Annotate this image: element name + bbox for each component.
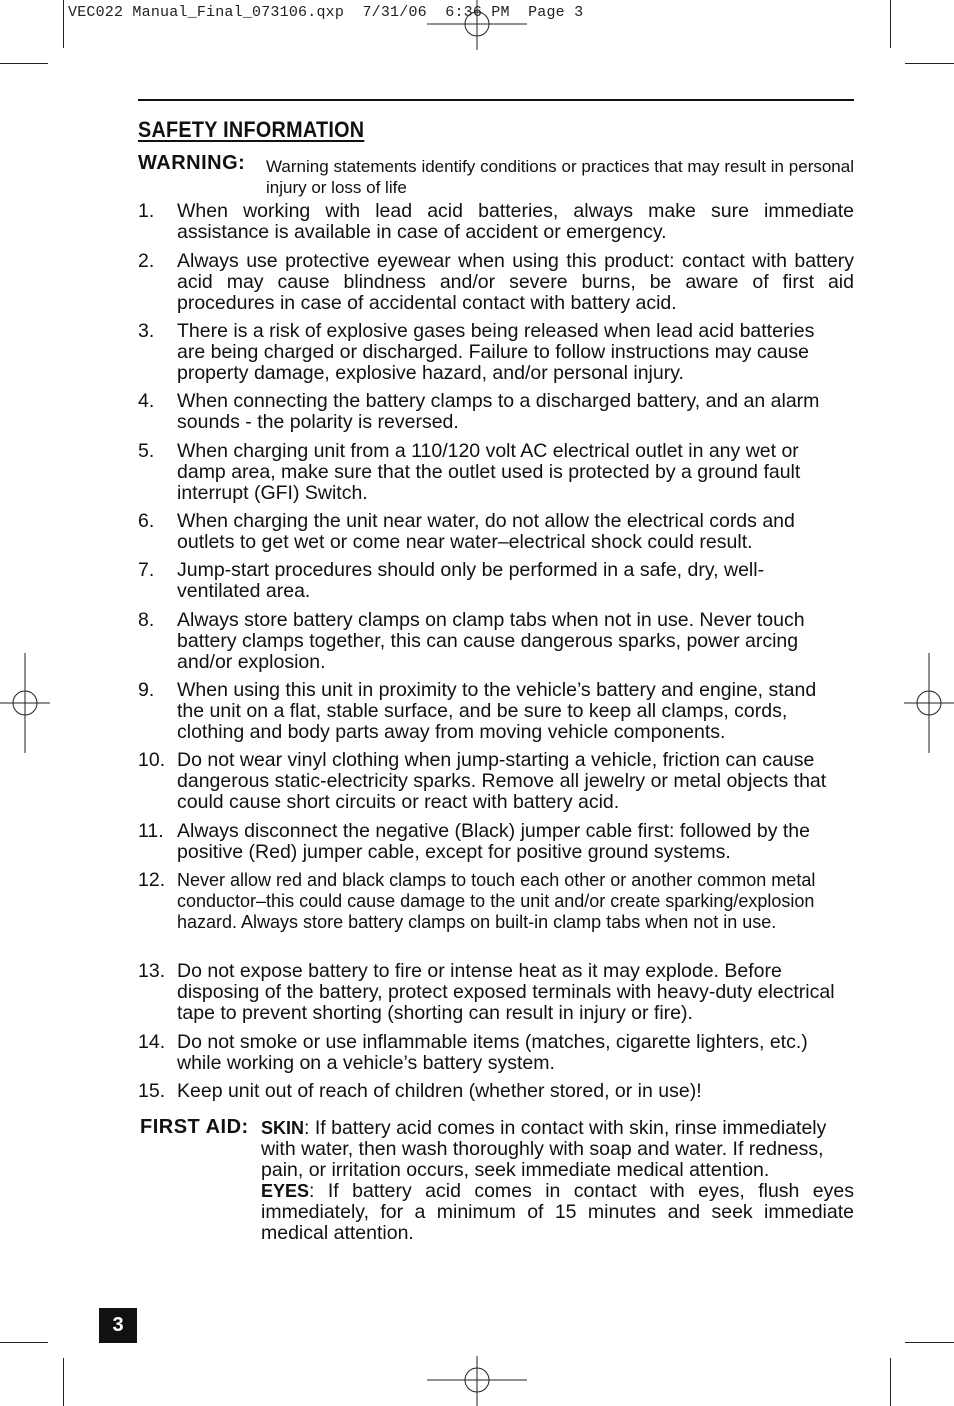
crop-mark-top-left-h	[0, 63, 48, 64]
crop-mark-top-right-h	[905, 63, 954, 64]
page-number: 3	[99, 1308, 137, 1343]
first-aid-label: FIRST AID:	[140, 1116, 249, 1138]
item-text: When connecting the battery clamps to a discharged battery, and an alarm sounds - the polarity is reversed.	[177, 390, 820, 433]
item-number: 5.	[138, 440, 155, 462]
item-text: There is a risk of explosive gases being released when lead acid batteries are being charged or discharged. Failure to follow instructions may cause property damage, explosive hazard, and/or personal injury.	[177, 320, 815, 384]
item-number: 7.	[138, 559, 155, 581]
item-text: When working with lead acid batteries, always make sure immediate assistance is available in case of accident or emergency.	[177, 200, 854, 243]
list-item	[138, 1081, 854, 1102]
item-text: Do not smoke or use inflammable items (matches, cigarette lighters, etc.) while working on a vehicle’s battery system.	[177, 1031, 808, 1074]
item-text: Do not expose battery to fire or intense heat as it may explode. Before disposing of the battery, protect exposed terminals with heavy-duty electrical tape to prevent shorting (shorting can result in injury or fire).	[177, 960, 835, 1024]
list-item	[138, 821, 854, 863]
section-title: SAFETY INFORMATION	[138, 117, 365, 142]
first-aid-skin	[261, 1118, 841, 1181]
warning-label: WARNING:	[138, 152, 246, 174]
crop-mark-bottom-left-v	[63, 1358, 64, 1406]
header-rule	[138, 99, 854, 101]
list-item	[138, 680, 854, 743]
list-item	[138, 441, 854, 504]
item-number: 13.	[138, 960, 166, 982]
item-number: 6.	[138, 510, 155, 532]
item-number: 4.	[138, 390, 155, 412]
list-item	[138, 610, 854, 673]
item-number: 10.	[138, 749, 166, 771]
list-item	[138, 511, 854, 553]
list-item	[138, 201, 854, 243]
item-number: 1.	[138, 200, 155, 222]
crop-mark-top-left-v	[63, 0, 64, 48]
item-text: Do not wear vinyl clothing when jump-starting a vehicle, friction can cause dangerous static-electricity sparks. Remove all jewelry or metal objects that could cause short circuits or react with battery acid.	[177, 749, 827, 813]
list-item	[138, 750, 854, 813]
registration-mark-right	[904, 653, 954, 753]
item-number: 15.	[138, 1080, 166, 1102]
item-text: When charging the unit near water, do not allow the electrical cords and outlets to get wet or come near water–electrical shock could result.	[177, 510, 795, 553]
first-aid-eyes	[261, 1181, 854, 1244]
item-number: 12.	[138, 869, 166, 891]
crop-mark-bottom-right-h	[905, 1342, 954, 1343]
crop-mark-top-right-v	[890, 0, 891, 48]
item-number: 3.	[138, 320, 155, 342]
skin-label: SKIN	[261, 1118, 305, 1138]
crop-mark-bottom-right-v	[890, 1358, 891, 1406]
list-item	[138, 870, 854, 933]
crop-mark-bottom-left-h	[0, 1342, 48, 1343]
item-text: Always store battery clamps on clamp tabs when not in use. Never touch battery clamps together, this can cause dangerous sparks, power arcing and/or explosion.	[177, 609, 805, 673]
item-text: Jump-start procedures should only be performed in a safe, dry, well-ventilated area.	[177, 559, 765, 602]
eyes-label: EYES	[261, 1181, 310, 1201]
skin-text: : If battery acid comes in contact with skin, rinse immediately with water, then wash thoroughly with soap and water. If redness, pain, or irritation occurs, seek immediate medical attention.	[261, 1117, 827, 1181]
list-item	[138, 1032, 854, 1074]
item-text: Never allow red and black clamps to touch each other or another common metal conductor–this could cause damage to the unit and/or create sparking/explosion hazard. Always store battery clamps on built-in clamp tabs when not in use.	[177, 870, 816, 932]
item-number: 9.	[138, 679, 155, 701]
list-item	[138, 560, 854, 602]
item-number: 14.	[138, 1031, 166, 1053]
list-item	[138, 251, 854, 314]
item-number: 8.	[138, 609, 155, 631]
item-text: When charging unit from a 110/120 volt AC electrical outlet in any wet or damp area, make sure that the outlet used is protected by a ground fault interrupt (GFI) Switch.	[177, 440, 801, 504]
registration-mark-left	[0, 653, 50, 753]
registration-mark-bottom	[427, 1356, 527, 1406]
printer-slug: VEC022 Manual_Final_073106.qxp 7/31/06 6:36 PM Page 3	[68, 4, 584, 21]
list-item	[138, 321, 854, 384]
list-item	[138, 391, 854, 433]
warning-text: Warning statements identify conditions or practices that may result in personal injury or loss of life	[266, 157, 854, 197]
item-number: 2.	[138, 250, 155, 272]
eyes-text: : If battery acid comes in contact with eyes, flush eyes immediately, for a minimum of 15 minutes and seek immediate medical attention.	[261, 1180, 854, 1244]
item-text: Always use protective eyewear when using this product: contact with battery acid may cause blindness and/or severe burns, be aware of first aid procedures in case of accidental contact with battery acid.	[177, 250, 854, 314]
item-text: When using this unit in proximity to the vehicle’s battery and engine, stand the unit on a flat, stable surface, and be sure to keep all clamps, cords, clothing and body parts away from moving vehicle components.	[177, 679, 817, 743]
list-item	[138, 961, 854, 1024]
registration-mark-top	[427, 0, 527, 50]
item-text: Keep unit out of reach of children (whether stored, or in use)!	[177, 1080, 702, 1102]
item-number: 11.	[138, 820, 164, 842]
item-text: Always disconnect the negative (Black) jumper cable first: followed by the positive (Red) jumper cable, except for positive ground systems.	[177, 820, 810, 863]
